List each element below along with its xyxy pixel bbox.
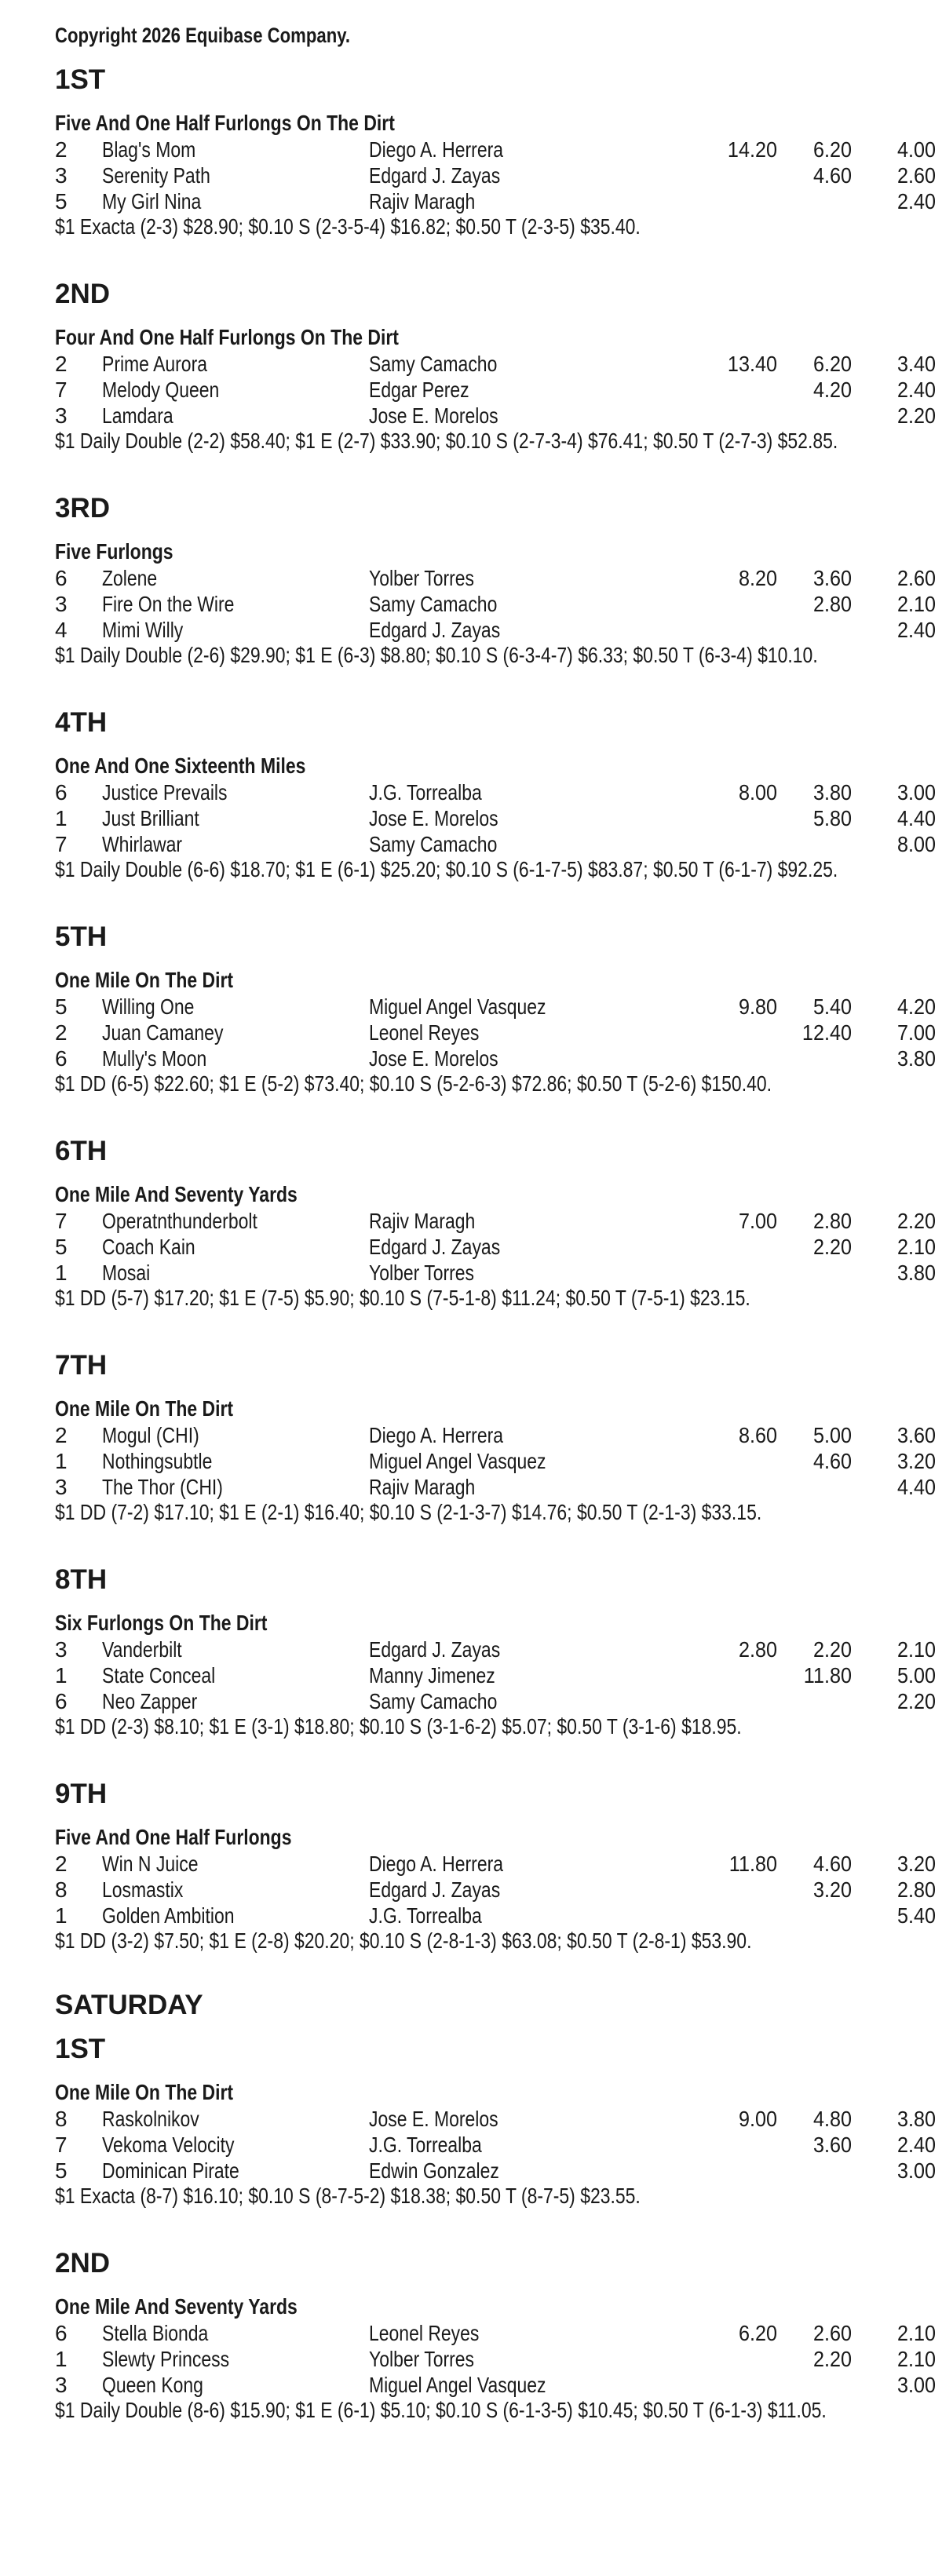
exotic-payoffs: $1 Daily Double (8-6) $15.90; $1 E (6-1) $5.10; $0.10 S (6-1-3-5) $10.45; $0.50 T (6-1-3) $11.05. — [55, 2398, 827, 2422]
post-position: 7 — [55, 1209, 68, 1233]
finisher-row — [55, 591, 942, 617]
finisher-row — [55, 2346, 942, 2372]
finisher-row — [55, 1636, 942, 1662]
finisher-row — [55, 188, 942, 214]
post-position: 4 — [55, 618, 68, 642]
show-payout: 3.80 — [896, 1046, 936, 1071]
jockey-name: Diego A. Herrera — [369, 137, 504, 162]
show-payout: 2.10 — [896, 592, 936, 616]
race-result — [55, 1133, 942, 1311]
race-distance: One Mile And Seventy Yards — [55, 2294, 298, 2319]
place-payout: 2.20 — [812, 1637, 852, 1662]
show-payout: 2.20 — [896, 1209, 936, 1233]
jockey-name: Rajiv Maragh — [369, 1475, 476, 1499]
show-payout: 3.80 — [896, 1261, 936, 1285]
place-payout: 4.20 — [812, 378, 852, 402]
show-payout: 3.40 — [896, 352, 936, 376]
copyright-notice: Copyright 2026 Equibase Company. — [55, 24, 351, 47]
place-payout: 4.60 — [812, 1852, 852, 1876]
post-position: 3 — [55, 1475, 68, 1499]
show-payout: 5.00 — [896, 1663, 936, 1688]
show-payout: 2.20 — [896, 403, 936, 428]
post-position: 6 — [55, 1046, 68, 1071]
exotic-payoffs: $1 DD (5-7) $17.20; $1 E (7-5) $5.90; $0.10 S (7-5-1-8) $11.24; $0.50 T (7-5-1) $23.15. — [55, 1286, 750, 1310]
finisher-row — [55, 2106, 942, 2132]
post-position: 1 — [55, 1261, 68, 1285]
jockey-name: Yolber Torres — [369, 1261, 475, 1285]
place-payout: 4.80 — [812, 2107, 852, 2131]
win-payout: 2.80 — [738, 1637, 777, 1662]
place-payout: 4.60 — [812, 163, 852, 188]
jockey-name: Miguel Angel Vasquez — [369, 1449, 546, 1473]
finisher-row — [55, 137, 942, 162]
horse-name: Zolene — [102, 566, 158, 590]
post-position: 3 — [55, 1637, 68, 1662]
post-position: 8 — [55, 1877, 68, 1902]
horse-name: Mimi Willy — [102, 618, 184, 642]
finisher-row — [55, 1020, 942, 1045]
post-position: 2 — [55, 1852, 68, 1876]
post-position: 1 — [55, 2347, 68, 2371]
finisher-row — [55, 1234, 942, 1260]
race-distance: Five And One Half Furlongs — [55, 1825, 292, 1849]
jockey-name: Diego A. Herrera — [369, 1423, 504, 1447]
horse-name: Raskolnikov — [102, 2107, 199, 2131]
horse-name: Nothingsubtle — [102, 1449, 213, 1473]
race-result — [55, 490, 942, 668]
finisher-row — [55, 994, 942, 1020]
race-number: 3RD — [55, 493, 111, 524]
win-payout: 14.20 — [727, 137, 777, 162]
exotic-payoffs: $1 Exacta (2-3) $28.90; $0.10 S (2-3-5-4) $16.82; $0.50 T (2-3-5) $35.40. — [55, 214, 641, 239]
finisher-row — [55, 2132, 942, 2158]
finisher-row — [55, 1045, 942, 1071]
horse-name: My Girl Nina — [102, 189, 202, 213]
post-position: 7 — [55, 378, 68, 402]
place-payout: 3.60 — [812, 566, 852, 590]
race-number: 5TH — [55, 921, 108, 952]
jockey-name: Miguel Angel Vasquez — [369, 994, 546, 1019]
horse-name: Vanderbilt — [102, 1637, 182, 1662]
finisher-row — [55, 2158, 942, 2184]
post-position: 3 — [55, 592, 68, 616]
show-payout: 2.10 — [896, 2321, 936, 2345]
jockey-name: Diego A. Herrera — [369, 1852, 504, 1876]
show-payout: 3.00 — [896, 2373, 936, 2397]
horse-name: Mosai — [102, 1261, 151, 1285]
finisher-row — [55, 617, 942, 643]
show-payout: 4.20 — [896, 994, 936, 1019]
jockey-name: Miguel Angel Vasquez — [369, 2373, 546, 2397]
horse-name: Neo Zapper — [102, 1689, 198, 1713]
jockey-name: Leonel Reyes — [369, 1020, 480, 1045]
finisher-row — [55, 2320, 942, 2346]
show-payout: 5.40 — [896, 1903, 936, 1928]
exotic-payoffs: $1 Daily Double (6-6) $18.70; $1 E (6-1) $25.20; $0.10 S (6-1-7-5) $83.87; $0.50 T (6-1-7) $92.25. — [55, 857, 838, 881]
show-payout: 3.20 — [896, 1852, 936, 1876]
post-position: 1 — [55, 1903, 68, 1928]
finisher-row — [55, 1260, 942, 1286]
place-payout: 2.20 — [812, 1235, 852, 1259]
horse-name: Willing One — [102, 994, 195, 1019]
win-payout: 13.40 — [727, 352, 777, 376]
win-payout: 8.60 — [738, 1423, 777, 1447]
finisher-row — [55, 805, 942, 831]
finisher-row — [55, 1208, 942, 1234]
show-payout: 2.40 — [896, 2133, 936, 2157]
place-payout: 6.20 — [812, 352, 852, 376]
post-position: 2 — [55, 1423, 68, 1447]
jockey-name: Rajiv Maragh — [369, 189, 476, 213]
post-position: 5 — [55, 2158, 68, 2183]
horse-name: Dominican Pirate — [102, 2158, 239, 2183]
post-position: 2 — [55, 137, 68, 162]
win-payout: 7.00 — [738, 1209, 777, 1233]
jockey-name: J.G. Torrealba — [369, 1903, 482, 1928]
jockey-name: Yolber Torres — [369, 2347, 475, 2371]
horse-name: Melody Queen — [102, 378, 220, 402]
post-position: 3 — [55, 2373, 68, 2397]
post-position: 7 — [55, 2133, 68, 2157]
jockey-name: Jose E. Morelos — [369, 403, 498, 428]
race-day — [55, 1990, 942, 2423]
place-payout: 3.80 — [812, 780, 852, 805]
show-payout: 4.40 — [896, 1475, 936, 1499]
race-number: 6TH — [55, 1136, 108, 1166]
jockey-name: J.G. Torrealba — [369, 2133, 482, 2157]
show-payout: 3.80 — [896, 2107, 936, 2131]
race-result — [55, 704, 942, 882]
post-position: 6 — [55, 566, 68, 590]
horse-name: Losmastix — [102, 1877, 184, 1902]
race-distance: Five Furlongs — [55, 539, 173, 564]
finisher-row — [55, 351, 942, 377]
race-distance: One And One Sixteenth Miles — [55, 753, 306, 778]
horse-name: The Thor (CHI) — [102, 1475, 223, 1499]
race-number: 1ST — [55, 64, 106, 95]
race-number: 1ST — [55, 2034, 106, 2064]
horse-name: Juan Camaney — [102, 1020, 224, 1045]
jockey-name: Samy Camacho — [369, 1689, 498, 1713]
horse-name: Serenity Path — [102, 163, 210, 188]
race-result — [55, 61, 942, 239]
show-payout: 4.40 — [896, 806, 936, 830]
place-payout: 2.80 — [812, 592, 852, 616]
jockey-name: Jose E. Morelos — [369, 2107, 498, 2131]
exotic-payoffs: $1 Daily Double (2-2) $58.40; $1 E (2-7) $33.90; $0.10 S (2-7-3-4) $76.41; $0.50 T (2-7-3) $52.85. — [55, 429, 838, 453]
race-result — [55, 2031, 942, 2209]
show-payout: 4.00 — [896, 137, 936, 162]
race-days — [55, 61, 942, 2423]
horse-name: Mogul (CHI) — [102, 1423, 199, 1447]
show-payout: 2.10 — [896, 1637, 936, 1662]
finisher-row — [55, 565, 942, 591]
day-heading: SATURDAY — [55, 1990, 203, 2020]
place-payout: 2.60 — [812, 2321, 852, 2345]
exotic-payoffs: $1 DD (3-2) $7.50; $1 E (2-8) $20.20; $0.10 S (2-8-1-3) $63.08; $0.50 T (2-8-1) $53.90. — [55, 1928, 752, 1953]
horse-name: Prime Aurora — [102, 352, 207, 376]
show-payout: 2.10 — [896, 1235, 936, 1259]
show-payout: 3.60 — [896, 1423, 936, 1447]
horse-name: Win N Juice — [102, 1852, 199, 1876]
finisher-row — [55, 1448, 942, 1474]
show-payout: 2.10 — [896, 2347, 936, 2371]
jockey-name: Manny Jimenez — [369, 1663, 495, 1688]
post-position: 6 — [55, 2321, 68, 2345]
finisher-row — [55, 1474, 942, 1500]
horse-name: Operatnthunderbolt — [102, 1209, 257, 1233]
jockey-name: Samy Camacho — [369, 592, 498, 616]
race-number: 9TH — [55, 1779, 108, 1809]
show-payout: 2.40 — [896, 378, 936, 402]
jockey-name: Leonel Reyes — [369, 2321, 480, 2345]
finisher-row — [55, 779, 942, 805]
exotic-payoffs: $1 DD (7-2) $17.10; $1 E (2-1) $16.40; $0.10 S (2-1-3-7) $14.76; $0.50 T (2-1-3) $33.15. — [55, 1500, 762, 1524]
horse-name: Fire On the Wire — [102, 592, 235, 616]
show-payout: 2.40 — [896, 618, 936, 642]
post-position: 8 — [55, 2107, 68, 2131]
show-payout: 2.20 — [896, 1689, 936, 1713]
horse-name: Justice Prevails — [102, 780, 228, 805]
win-payout: 8.20 — [738, 566, 777, 590]
horse-name: Mully's Moon — [102, 1046, 207, 1071]
horse-name: Slewty Princess — [102, 2347, 230, 2371]
race-number: 7TH — [55, 1350, 108, 1381]
horse-name: Lamdara — [102, 403, 173, 428]
horse-name: Just Brilliant — [102, 806, 199, 830]
win-payout: 9.80 — [738, 994, 777, 1019]
post-position: 5 — [55, 994, 68, 1019]
jockey-name: J.G. Torrealba — [369, 780, 482, 805]
jockey-name: Edgard J. Zayas — [369, 1235, 501, 1259]
post-position: 7 — [55, 832, 68, 856]
horse-name: Stella Bionda — [102, 2321, 209, 2345]
place-payout: 2.80 — [812, 1209, 852, 1233]
place-payout: 3.20 — [812, 1877, 852, 1902]
post-position: 2 — [55, 1020, 68, 1045]
finisher-row — [55, 377, 942, 403]
race-result — [55, 275, 942, 454]
place-payout: 5.80 — [812, 806, 852, 830]
finisher-row — [55, 403, 942, 429]
jockey-name: Samy Camacho — [369, 352, 498, 376]
race-number: 2ND — [55, 279, 111, 309]
post-position: 6 — [55, 1689, 68, 1713]
race-distance: Five And One Half Furlongs On The Dirt — [55, 111, 395, 135]
exotic-payoffs: $1 DD (6-5) $22.60; $1 E (5-2) $73.40; $0.10 S (5-2-6-3) $72.86; $0.50 T (5-2-6) $150.40. — [55, 1071, 772, 1096]
jockey-name: Edgar Perez — [369, 378, 469, 402]
race-distance: Six Furlongs On The Dirt — [55, 1611, 268, 1635]
race-day — [55, 61, 942, 1954]
horse-name: Blag's Mom — [102, 137, 196, 162]
finisher-row — [55, 831, 942, 857]
jockey-name: Edgard J. Zayas — [369, 163, 501, 188]
place-payout: 5.00 — [812, 1423, 852, 1447]
horse-name: Queen Kong — [102, 2373, 203, 2397]
race-distance: One Mile And Seventy Yards — [55, 1182, 298, 1206]
win-payout: 9.00 — [738, 2107, 777, 2131]
jockey-name: Jose E. Morelos — [369, 806, 498, 830]
race-distance: One Mile On The Dirt — [55, 1396, 234, 1421]
jockey-name: Edwin Gonzalez — [369, 2158, 499, 2183]
race-number: 4TH — [55, 707, 108, 738]
jockey-name: Edgard J. Zayas — [369, 1877, 501, 1902]
finisher-row — [55, 1877, 942, 1903]
jockey-name: Samy Camacho — [369, 832, 498, 856]
post-position: 1 — [55, 1663, 68, 1688]
place-payout: 5.40 — [812, 994, 852, 1019]
show-payout: 3.00 — [896, 780, 936, 805]
show-payout: 3.00 — [896, 2158, 936, 2183]
horse-name: Whirlawar — [102, 832, 183, 856]
race-result — [55, 1775, 942, 1954]
exotic-payoffs: $1 Exacta (8-7) $16.10; $0.10 S (8-7-5-2) $18.38; $0.50 T (8-7-5) $23.55. — [55, 2184, 641, 2208]
post-position: 6 — [55, 780, 68, 805]
post-position: 5 — [55, 1235, 68, 1259]
finisher-row — [55, 1851, 942, 1877]
exotic-payoffs: $1 Daily Double (2-6) $29.90; $1 E (6-3) $8.80; $0.10 S (6-3-4-7) $6.33; $0.50 T (6-3-4) $10.10. — [55, 643, 818, 667]
jockey-name: Jose E. Morelos — [369, 1046, 498, 1071]
show-payout: 2.40 — [896, 189, 936, 213]
finisher-row — [55, 1422, 942, 1448]
show-payout: 3.20 — [896, 1449, 936, 1473]
race-result — [55, 1561, 942, 1739]
finisher-row — [55, 1662, 942, 1688]
race-result — [55, 918, 942, 1096]
race-result — [55, 2245, 942, 2423]
finisher-row — [55, 2372, 942, 2398]
post-position: 1 — [55, 1449, 68, 1473]
show-payout: 2.60 — [896, 566, 936, 590]
post-position: 2 — [55, 352, 68, 376]
jockey-name: Edgard J. Zayas — [369, 1637, 501, 1662]
race-distance: One Mile On The Dirt — [55, 2080, 234, 2104]
horse-name: Vekoma Velocity — [102, 2133, 235, 2157]
horse-name: Golden Ambition — [102, 1903, 235, 1928]
jockey-name: Yolber Torres — [369, 566, 475, 590]
exotic-payoffs: $1 DD (2-3) $8.10; $1 E (3-1) $18.80; $0.10 S (3-1-6-2) $5.07; $0.50 T (3-1-6) $18.95. — [55, 1714, 742, 1739]
race-number: 8TH — [55, 1564, 108, 1595]
post-position: 3 — [55, 163, 68, 188]
horse-name: State Conceal — [102, 1663, 216, 1688]
show-payout: 8.00 — [896, 832, 936, 856]
finisher-row — [55, 1903, 942, 1928]
jockey-name: Edgard J. Zayas — [369, 618, 501, 642]
place-payout: 4.60 — [812, 1449, 852, 1473]
post-position: 3 — [55, 403, 68, 428]
race-distance: One Mile On The Dirt — [55, 968, 234, 992]
show-payout: 2.80 — [896, 1877, 936, 1902]
win-payout: 6.20 — [738, 2321, 777, 2345]
place-payout: 2.20 — [812, 2347, 852, 2371]
win-payout: 8.00 — [738, 780, 777, 805]
win-payout: 11.80 — [728, 1852, 777, 1876]
post-position: 5 — [55, 189, 68, 213]
place-payout: 11.80 — [803, 1663, 852, 1688]
horse-name: Coach Kain — [102, 1235, 195, 1259]
place-payout: 3.60 — [812, 2133, 852, 2157]
post-position: 1 — [55, 806, 68, 830]
show-payout: 7.00 — [896, 1020, 936, 1045]
race-distance: Four And One Half Furlongs On The Dirt — [55, 325, 399, 349]
place-payout: 12.40 — [801, 1020, 852, 1045]
show-payout: 2.60 — [896, 163, 936, 188]
place-payout: 6.20 — [812, 137, 852, 162]
finisher-row — [55, 1688, 942, 1714]
jockey-name: Rajiv Maragh — [369, 1209, 476, 1233]
race-result — [55, 1347, 942, 1525]
race-number: 2ND — [55, 2248, 111, 2279]
finisher-row — [55, 162, 942, 188]
